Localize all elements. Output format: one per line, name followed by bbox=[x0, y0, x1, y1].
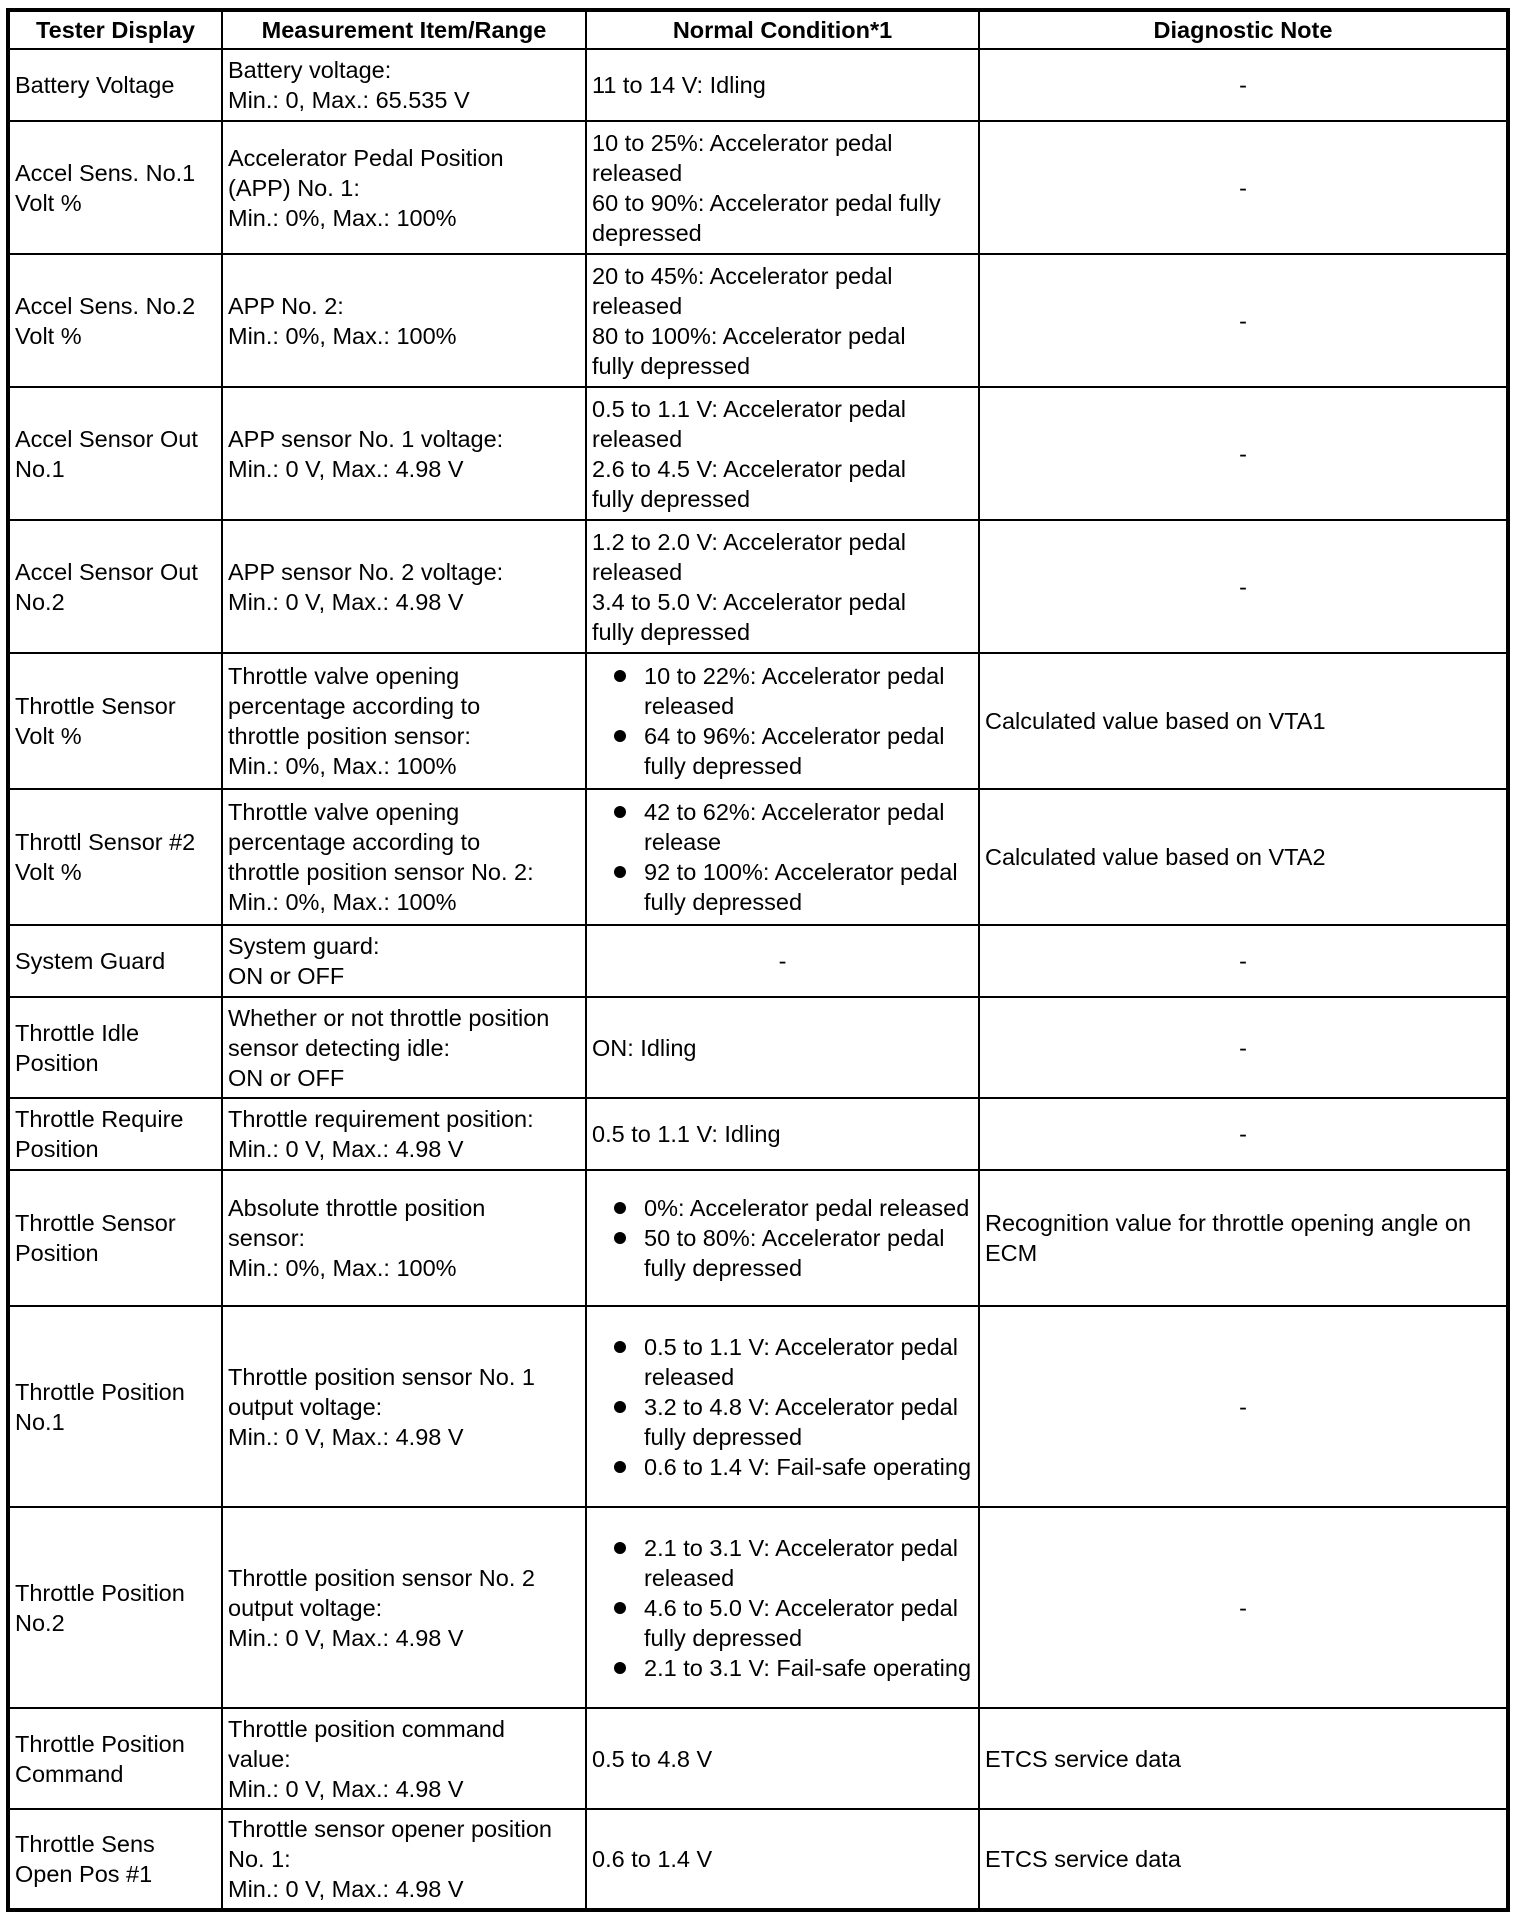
cell-normal-condition bbox=[586, 121, 979, 254]
cell-line: Accel Sensor Out bbox=[15, 558, 198, 585]
table-row bbox=[8, 1809, 1508, 1910]
cell-line: System guard: bbox=[228, 933, 380, 959]
cell-diagnostic-note: - bbox=[979, 1507, 1508, 1708]
cell-line: Position bbox=[15, 1240, 99, 1266]
cell-line: Min.: 0 V, Max.: 4.98 V bbox=[228, 1775, 464, 1802]
cell-line: Throttl Sensor #2 bbox=[15, 829, 196, 855]
cell-tester-display bbox=[8, 925, 222, 997]
cell-measurement-item bbox=[222, 925, 586, 997]
cell-normal-condition bbox=[586, 925, 979, 997]
cell-line: 0.5 to 1.1 V: Idling bbox=[592, 1121, 781, 1147]
cell-line: 0.5 to 4.8 V bbox=[592, 1745, 713, 1772]
cell-line: No.2 bbox=[15, 588, 65, 615]
cell-normal-condition bbox=[586, 1098, 979, 1170]
cell-measurement-item bbox=[222, 1809, 586, 1910]
cell-line: Accelerator Pedal Position bbox=[228, 144, 504, 171]
cell-tester-display bbox=[8, 1708, 222, 1809]
cell-line: 10 to 25%: Accelerator pedal bbox=[592, 129, 893, 156]
cell-line: percentage according to bbox=[228, 693, 481, 719]
cell-line: 11 to 14 V: Idling bbox=[592, 72, 766, 98]
cell-diagnostic-note: - bbox=[979, 1306, 1508, 1507]
cell-measurement-item bbox=[222, 1306, 586, 1507]
normal-condition-list bbox=[592, 1533, 973, 1683]
cell-tester-display bbox=[8, 520, 222, 653]
cell-measurement-item bbox=[222, 121, 586, 254]
cell-line: Command bbox=[15, 1760, 124, 1787]
cell-line: fully depressed bbox=[592, 618, 751, 645]
cell-line: released bbox=[592, 425, 683, 452]
cell-normal-condition bbox=[586, 1507, 979, 1708]
cell-line: throttle position sensor No. 2: bbox=[228, 859, 534, 885]
cell-line: 1.2 to 2.0 V: Accelerator pedal bbox=[592, 528, 906, 555]
data-list-table bbox=[6, 8, 1510, 1912]
bullet-item: 42 to 62%: Accelerator pedal release bbox=[592, 797, 973, 857]
cell-line: percentage according to bbox=[228, 829, 481, 855]
cell-diagnostic-note: Calculated value based on VTA2 bbox=[979, 789, 1508, 925]
cell-tester-display bbox=[8, 789, 222, 925]
table-row bbox=[8, 997, 1508, 1098]
cell-diagnostic-note: - bbox=[979, 925, 1508, 997]
table-row bbox=[8, 520, 1508, 653]
bullet-item: 0%: Accelerator pedal released bbox=[592, 1193, 973, 1223]
cell-line: Accel Sensor Out bbox=[15, 425, 198, 452]
table-row bbox=[8, 1170, 1508, 1306]
cell-line: ON or OFF bbox=[228, 1064, 345, 1091]
cell-normal-condition bbox=[586, 1170, 979, 1306]
cell-diagnostic-note: - bbox=[979, 49, 1508, 121]
cell-diagnostic-note: Recognition value for throttle opening angle on ECM bbox=[979, 1170, 1508, 1306]
cell-line: - bbox=[778, 948, 787, 974]
cell-line: Throttle Require bbox=[15, 1106, 184, 1132]
cell-tester-display bbox=[8, 1098, 222, 1170]
cell-measurement-item bbox=[222, 1170, 586, 1306]
header-measurement-item: Measurement Item/Range bbox=[222, 10, 586, 49]
cell-measurement-item bbox=[222, 387, 586, 520]
cell-line: 0.5 to 1.1 V: Accelerator pedal bbox=[592, 395, 906, 422]
table-header-row bbox=[8, 10, 1508, 49]
bullet-item: 64 to 96%: Accelerator pedal fully depressed bbox=[592, 721, 973, 781]
table-row bbox=[8, 387, 1508, 520]
cell-diagnostic-note: - bbox=[979, 254, 1508, 387]
cell-normal-condition bbox=[586, 1306, 979, 1507]
table-row bbox=[8, 789, 1508, 925]
table-row bbox=[8, 1098, 1508, 1170]
cell-tester-display bbox=[8, 1306, 222, 1507]
cell-line: Absolute throttle position bbox=[228, 1195, 486, 1221]
cell-line: Min.: 0%, Max.: 100% bbox=[228, 753, 457, 779]
cell-tester-display bbox=[8, 254, 222, 387]
cell-line: Throttle position sensor No. 2 bbox=[228, 1564, 535, 1591]
cell-line: No.2 bbox=[15, 1609, 65, 1636]
cell-line: released bbox=[592, 159, 683, 186]
bullet-item: 4.6 to 5.0 V: Accelerator pedal fully depressed bbox=[592, 1593, 973, 1653]
table-body bbox=[8, 49, 1508, 1910]
cell-line: 80 to 100%: Accelerator pedal bbox=[592, 322, 906, 349]
bullet-item: 2.1 to 3.1 V: Fail-safe operating bbox=[592, 1653, 973, 1683]
cell-measurement-item bbox=[222, 49, 586, 121]
cell-line: Throttle Position bbox=[15, 1378, 185, 1405]
cell-line: Throttle valve opening bbox=[228, 799, 460, 825]
cell-line: ON or OFF bbox=[228, 963, 345, 989]
cell-normal-condition bbox=[586, 653, 979, 789]
table-row bbox=[8, 121, 1508, 254]
cell-line: Throttle Sens bbox=[15, 1831, 155, 1857]
bullet-item: 10 to 22%: Accelerator pedal released bbox=[592, 661, 973, 721]
cell-line: released bbox=[592, 558, 683, 585]
cell-diagnostic-note: ETCS service data bbox=[979, 1708, 1508, 1809]
cell-line: Position bbox=[15, 1049, 99, 1076]
cell-line: Volt % bbox=[15, 189, 82, 216]
table-row bbox=[8, 49, 1508, 121]
cell-diagnostic-note: - bbox=[979, 520, 1508, 653]
cell-line: Min.: 0%, Max.: 100% bbox=[228, 204, 457, 231]
cell-line: Position bbox=[15, 1136, 99, 1162]
cell-line: APP sensor No. 1 voltage: bbox=[228, 425, 504, 452]
bullet-item: 92 to 100%: Accelerator pedal fully depressed bbox=[592, 857, 973, 917]
cell-line: APP sensor No. 2 voltage: bbox=[228, 558, 504, 585]
cell-line: Volt % bbox=[15, 859, 82, 885]
cell-line: 20 to 45%: Accelerator pedal bbox=[592, 262, 893, 289]
cell-measurement-item bbox=[222, 1708, 586, 1809]
cell-line: 2.6 to 4.5 V: Accelerator pedal bbox=[592, 455, 906, 482]
cell-line: Throttle Sensor bbox=[15, 693, 176, 719]
cell-line: Min.: 0 V, Max.: 4.98 V bbox=[228, 1876, 464, 1902]
cell-line: Open Pos #1 bbox=[15, 1861, 153, 1887]
cell-tester-display bbox=[8, 1507, 222, 1708]
cell-measurement-item bbox=[222, 1098, 586, 1170]
cell-line: Throttle Idle bbox=[15, 1019, 140, 1046]
cell-diagnostic-note: Calculated value based on VTA1 bbox=[979, 653, 1508, 789]
cell-line: Volt % bbox=[15, 322, 82, 349]
cell-line: Throttle position sensor No. 1 bbox=[228, 1363, 535, 1390]
cell-diagnostic-note: - bbox=[979, 997, 1508, 1098]
cell-line: System Guard bbox=[15, 948, 166, 974]
table-row bbox=[8, 925, 1508, 997]
cell-normal-condition bbox=[586, 49, 979, 121]
table-row bbox=[8, 1708, 1508, 1809]
cell-line: No.1 bbox=[15, 1408, 65, 1435]
cell-line: Min.: 0%, Max.: 100% bbox=[228, 1255, 457, 1281]
normal-condition-list bbox=[592, 661, 973, 781]
cell-normal-condition bbox=[586, 1708, 979, 1809]
table-row bbox=[8, 254, 1508, 387]
cell-line: Battery Voltage bbox=[15, 72, 175, 98]
cell-line: fully depressed bbox=[592, 485, 751, 512]
cell-line: 60 to 90%: Accelerator pedal fully bbox=[592, 189, 941, 216]
cell-line: No.1 bbox=[15, 455, 65, 482]
cell-line: Min.: 0%, Max.: 100% bbox=[228, 889, 457, 915]
cell-line: throttle position sensor: bbox=[228, 723, 471, 749]
cell-diagnostic-note: - bbox=[979, 121, 1508, 254]
cell-line: fully depressed bbox=[592, 352, 751, 379]
cell-tester-display bbox=[8, 121, 222, 254]
cell-measurement-item bbox=[222, 1507, 586, 1708]
cell-line: No. 1: bbox=[228, 1846, 291, 1872]
cell-tester-display bbox=[8, 1170, 222, 1306]
table-row bbox=[8, 653, 1508, 789]
header-normal-condition: Normal Condition*1 bbox=[586, 10, 979, 49]
cell-line: released bbox=[592, 292, 683, 319]
cell-measurement-item bbox=[222, 789, 586, 925]
cell-line: output voltage: bbox=[228, 1393, 383, 1420]
cell-line: sensor: bbox=[228, 1225, 306, 1251]
cell-line: APP No. 2: bbox=[228, 292, 344, 319]
cell-normal-condition bbox=[586, 1809, 979, 1910]
cell-line: (APP) No. 1: bbox=[228, 174, 360, 201]
cell-line: 0.6 to 1.4 V bbox=[592, 1846, 713, 1872]
cell-line: ON: Idling bbox=[592, 1034, 697, 1061]
cell-line: Throttle Position bbox=[15, 1579, 185, 1606]
data-list-document bbox=[6, 8, 1510, 1912]
cell-line: Min.: 0, Max.: 65.535 V bbox=[228, 87, 470, 113]
normal-condition-list bbox=[592, 1332, 973, 1482]
cell-line: Throttle Sensor bbox=[15, 1210, 176, 1236]
cell-measurement-item bbox=[222, 520, 586, 653]
cell-line: sensor detecting idle: bbox=[228, 1034, 451, 1061]
cell-measurement-item bbox=[222, 997, 586, 1098]
cell-tester-display bbox=[8, 653, 222, 789]
cell-normal-condition bbox=[586, 997, 979, 1098]
cell-line: Min.: 0 V, Max.: 4.98 V bbox=[228, 1624, 464, 1651]
header-tester-display: Tester Display bbox=[8, 10, 222, 49]
cell-normal-condition bbox=[586, 520, 979, 653]
cell-line: Throttle valve opening bbox=[228, 663, 460, 689]
cell-diagnostic-note: - bbox=[979, 1098, 1508, 1170]
cell-diagnostic-note: ETCS service data bbox=[979, 1809, 1508, 1910]
cell-measurement-item bbox=[222, 254, 586, 387]
cell-normal-condition bbox=[586, 387, 979, 520]
cell-line: Throttle position command bbox=[228, 1715, 505, 1742]
cell-line: Min.: 0 V, Max.: 4.98 V bbox=[228, 588, 464, 615]
cell-line: output voltage: bbox=[228, 1594, 383, 1621]
cell-line: Volt % bbox=[15, 723, 82, 749]
cell-line: depressed bbox=[592, 219, 702, 246]
cell-line: Min.: 0 V, Max.: 4.98 V bbox=[228, 455, 464, 482]
normal-condition-list bbox=[592, 1193, 973, 1283]
cell-line: Throttle Position bbox=[15, 1730, 185, 1757]
cell-diagnostic-note: - bbox=[979, 387, 1508, 520]
header-diagnostic-note: Diagnostic Note bbox=[979, 10, 1508, 49]
cell-line: Throttle sensor opener position bbox=[228, 1816, 552, 1842]
cell-line: 3.4 to 5.0 V: Accelerator pedal bbox=[592, 588, 906, 615]
bullet-item: 2.1 to 3.1 V: Accelerator pedal released bbox=[592, 1533, 973, 1593]
bullet-item: 0.5 to 1.1 V: Accelerator pedal released bbox=[592, 1332, 973, 1392]
table-row bbox=[8, 1306, 1508, 1507]
cell-line: Accel Sens. No.1 bbox=[15, 159, 196, 186]
cell-tester-display bbox=[8, 997, 222, 1098]
cell-line: Battery voltage: bbox=[228, 57, 392, 83]
cell-line: Min.: 0%, Max.: 100% bbox=[228, 322, 457, 349]
cell-line: value: bbox=[228, 1745, 291, 1772]
bullet-item: 0.6 to 1.4 V: Fail-safe operating bbox=[592, 1452, 973, 1482]
bullet-item: 3.2 to 4.8 V: Accelerator pedal fully depressed bbox=[592, 1392, 973, 1452]
bullet-item: 50 to 80%: Accelerator pedal fully depressed bbox=[592, 1223, 973, 1283]
cell-line: Accel Sens. No.2 bbox=[15, 292, 196, 319]
cell-line: Min.: 0 V, Max.: 4.98 V bbox=[228, 1136, 464, 1162]
cell-line: Min.: 0 V, Max.: 4.98 V bbox=[228, 1423, 464, 1450]
table-row bbox=[8, 1507, 1508, 1708]
normal-condition-list bbox=[592, 797, 973, 917]
cell-measurement-item bbox=[222, 653, 586, 789]
cell-line: Throttle requirement position: bbox=[228, 1106, 534, 1132]
cell-tester-display bbox=[8, 1809, 222, 1910]
cell-normal-condition bbox=[586, 254, 979, 387]
cell-line: Whether or not throttle position bbox=[228, 1004, 550, 1031]
cell-tester-display bbox=[8, 387, 222, 520]
cell-normal-condition bbox=[586, 789, 979, 925]
cell-tester-display bbox=[8, 49, 222, 121]
